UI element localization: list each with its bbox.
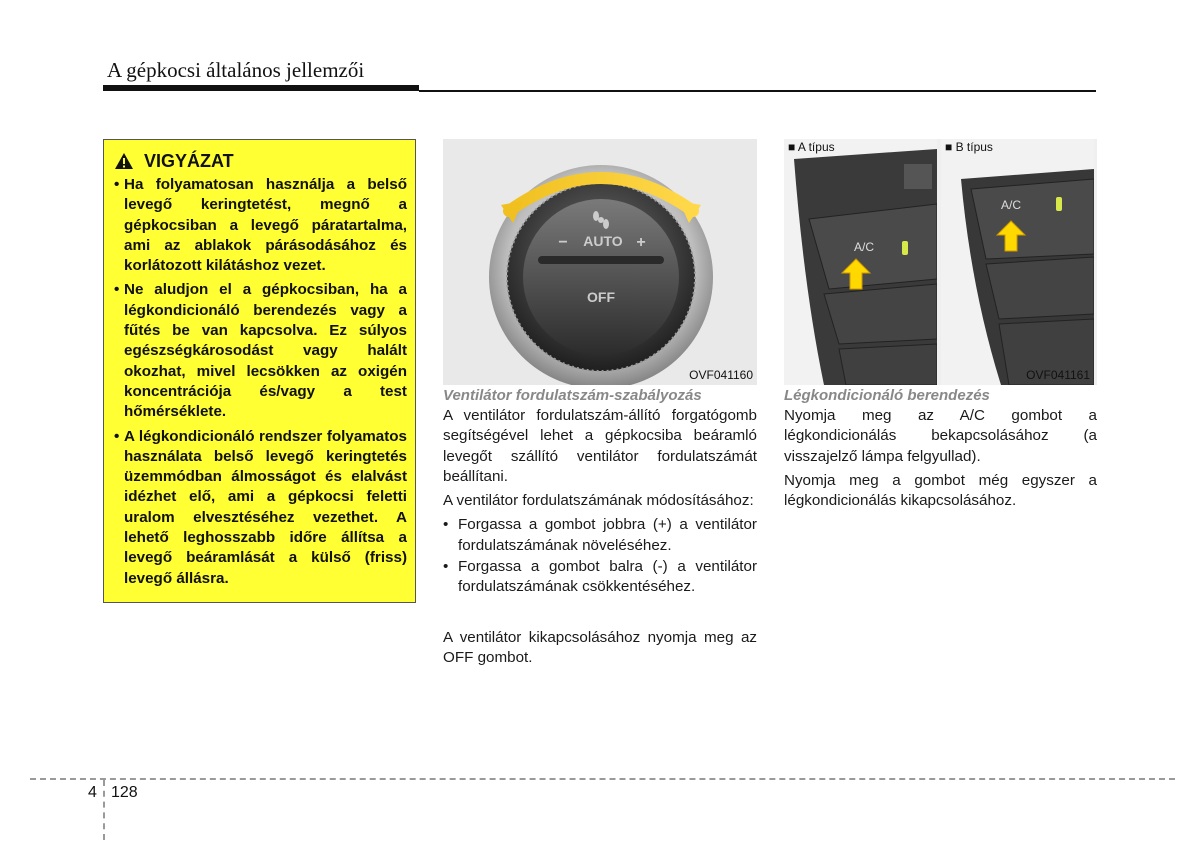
warning-item: • Ha folyamatosan használja a belső levegő keringtetést, megnő a gépkocsiban a levegő páratartalma, ami az ablakok párásodásához és korlátozott kilátáshoz vezet. xyxy=(114,175,407,276)
fan-knob-image xyxy=(443,139,757,385)
knob-image-code: OVF041160 xyxy=(689,368,753,382)
fan-speed-para: A ventilátor fordulatszám-állító forgatógomb segítségével lehet a gépkocsiba beáramló levegőt szállító ventilátor fordulatszámát beállítani. xyxy=(443,407,757,485)
ac-para: Nyomja meg a gombot még egyszer a légkondicionálás kikapcsolásához. xyxy=(784,471,1097,510)
knob-minus-label: − xyxy=(558,234,568,251)
ac-section xyxy=(784,386,1097,515)
fan-speed-bullet: • Forgassa a gombot jobbra (+) a ventilátor fordulatszámának növeléséhez. xyxy=(443,515,757,556)
panel-a-illustration xyxy=(784,139,937,385)
fan-off-para: A ventilátor kikapcsolásához nyomja meg az OFF gombot. xyxy=(443,628,757,666)
fan-knob-illustration xyxy=(443,139,757,385)
warning-title: VIGYÁZAT xyxy=(144,150,234,171)
fan-speed-caption: Ventilátor fordulatszám-szabályozás xyxy=(443,387,702,404)
knob-off-label: OFF xyxy=(587,289,615,305)
ac-panel-image xyxy=(784,139,1097,385)
knob-auto-label: AUTO xyxy=(583,233,623,249)
warning-header xyxy=(114,149,407,173)
warning-triangle-icon xyxy=(114,152,134,170)
warning-box xyxy=(103,139,416,603)
ac-caption: Légkondicionáló berendezés xyxy=(784,387,990,404)
panel-image-code: OVF041161 xyxy=(1026,368,1090,382)
knob-plus-label: + xyxy=(636,234,646,251)
ac-label-a: A/C xyxy=(854,240,875,254)
page-number: 128 xyxy=(111,784,138,801)
fan-speed-section xyxy=(443,386,757,672)
warning-item: • A légkondicionáló rendszer folyamatos használata belső levegő keringtetés üzemmódban álmosságot és elalvást idézhet elő, ami a gépkocsi feletti uralom elvesztéséhez vezethet. A lehető leghosszabb időre állítsa a levegő beáramlását a külső (friss) levegő állásra. xyxy=(114,427,407,589)
warning-list xyxy=(114,175,407,589)
fan-speed-bullets xyxy=(443,515,757,597)
footer-divider xyxy=(30,778,1175,780)
type-a-label: ■ A típus xyxy=(788,140,835,154)
warning-item: • Ne aludjon el a gépkocsiban, ha a légkondicionáló berendezés vagy a fűtés be van kapcsolva. Ez súlyos egészségkárosodást vagy halált okozhat, mivel lecsökken az oxigén koncentrációja és/vagy a test hőmérséklete. xyxy=(114,280,407,422)
page-header-title: A gépkocsi általános jellemzői xyxy=(107,58,365,82)
fan-speed-bullet: • Forgassa a gombot balra (-) a ventilátor fordulatszámának csökkentéséhez. xyxy=(443,557,757,598)
footer-vertical-divider xyxy=(103,780,105,840)
ac-para: Nyomja meg az A/C gombot a légkondicionálás bekapcsolásához (a visszajelző lámpa felgyullad). xyxy=(784,407,1097,465)
panel-type-b xyxy=(941,139,1094,385)
chapter-number: 4 xyxy=(88,784,97,801)
panel-b-illustration xyxy=(941,139,1094,385)
panel-type-a xyxy=(784,139,937,385)
header-rule-thin xyxy=(419,90,1096,92)
ac-label-b: A/C xyxy=(1001,198,1022,212)
fan-speed-para: A ventilátor fordulatszámának módosításához: xyxy=(443,492,754,510)
header-rule-thick xyxy=(103,85,419,91)
type-b-label: ■ B típus xyxy=(945,140,993,154)
